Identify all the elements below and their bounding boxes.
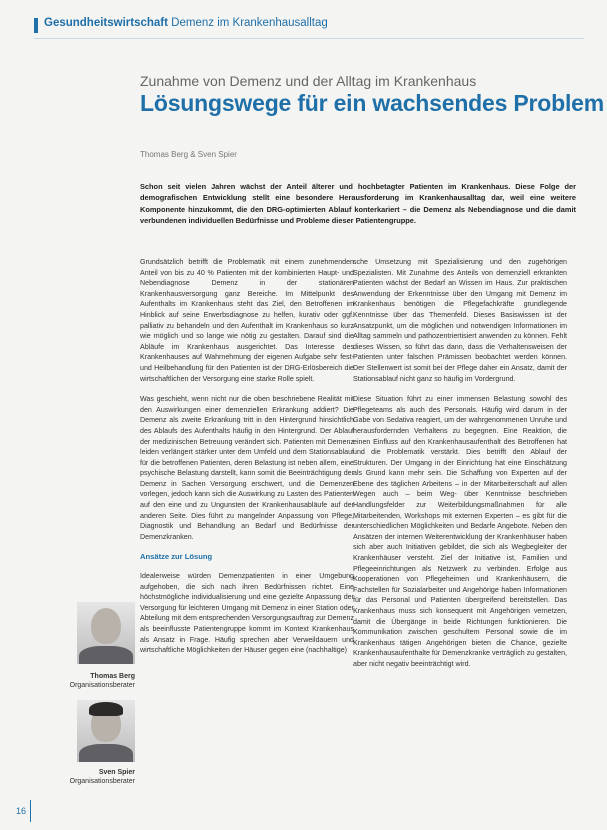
- section-header: [34, 16, 584, 39]
- body-paragraph: Diese Situation führt zu einer immensen Belastung sowohl des Pflegeteams als auch des Personals. Häufig wird darum in der Gabe von Sedativa reagiert, um der wahrgenommenen Unruhe und herausfordernden Verhaltens zu begegnen. Eine Reaktion, die einen Einfluss auf den Krankenhausaufenthalt des Betroffenen hat und die Problematik verstärkt. Dies betrifft den Ablauf der Strukturen. Der Umgang in der Einrichtung hat eine Einschätzung als Grund kann mehr sein. Die Schaffung von Experten auf der Ebene des täglichen Arbeitens – in der Mitarbeiterschaft auf allen Wegen auch – beim Weg- über Kenntnisse beschrieben Handlungsfelder zur Weiterbildungsmaßnahmen für alle Mitarbeitenden, Workshops mit externen Experten – es gibt für die unterschiedlichen Möglichkeiten und Bedarfe Angebote. Neben den Ansätzen der internen Weiterentwicklung der Krankenhäuser haben sich aber auch Initiativen gebildet, die sich als Wegbegleiter der Krankenhäuser versteht. Ziel der Initiative ist, Familien und Pflegeeinrichtungen als Netzwerk zu verbinden. Erfolge aus Kooperationen von Pflegeheimen und Krankenhäusern, die Fachstellen für Sozialarbeiter und Angehörige haben Informationen für das Personal und Patienten übergreifend bereitstellen. Das Krankenhaus muss sich konsequent mit Angehörigen vernetzen, damit die Übergänge in beide Richtungen funktionieren. Die Kommunikation zwischen geschultem Personal sowie die im Krankenhaus tätigen Angehörigen bieten die Chance, gezielte Krankenhausaufenthalte für Demenzkranke verträglich zu gestalten, aber nicht negativ beeinträchtigt wird.: [353, 395, 567, 668]
- article-kicker: Zunahme von Demenz und der Alltag im Krankenhaus: [140, 73, 477, 89]
- section-name: Gesundheitswirtschaft: [44, 17, 168, 29]
- author-role: Organisationsberater: [69, 682, 135, 689]
- page-number-rule: [30, 800, 31, 822]
- body-paragraph: Grundsätzlich betrifft die Problematik mit einem zunehmenden Anteil von bis zu 40 % Patienten mit der kombinierten Haupt- und Nebendiagnose Demenz in der stationären Krankenhausversorgung ganz Bereiche. Im Mittelpunkt des Aufenthalts im Krankenhaus steht das Ziel, den Betroffenen im Hinblick auf seine Erwerbsdiagnose zu helfen, kurativ oder ggf. palliativ zu behandeln und den Aufenthalt im Krankenhaus so kurz wie möglich und so lange wie nötig zu gestalten. Darauf sind die Abläufe im Krankenhaus ausgerichtet. Das Interesse des Krankenhauses auf Wahrnehmung der eigenen Aufgabe sehr fest- und Heilbehandlung für den Patienten ist der DRG-Erlösbereich die wirtschaftlichen der Versorgung eine starke Rolle spielt.: [140, 258, 354, 383]
- body-paragraph: sche Umsetzung mit Spezialisierung und den zugehörigen Spezialisten. Mit Zunahme des Anteils von demenziell erkrankten Patienten wächst der Bedarf an Wissen im Haus. Zur praktischen Anwendung der Erkenntnisse über den Umgang mit Demenz im Krankenhaus benötigen die Pflegefachkräfte grundlegende Kenntnisse über das Themenfeld. Dieses Basiswissen ist der Ansatzpunkt, um die möglichen und notwendigen Informationen im Alltag sammeln und pathozentriertisiert anwenden zu können. Fehlt dieses Wissen, so führt das dann, dass die Verhaltensweisen der Patienten unter falschen Prämissen beobachtet werden können. Der Stellenwert ist somit bei der Pflege daher ein Ansatz, damit der Stationsablauf nicht ganz so häufig im Vordergrund.: [353, 258, 567, 383]
- author-photo-spier: [77, 700, 135, 762]
- portrait-head: [91, 608, 121, 644]
- body-column-left: [140, 257, 354, 666]
- author-caption-spier: [5, 768, 135, 786]
- author-name: Sven Spier: [98, 769, 135, 776]
- author-caption-berg: [5, 672, 135, 690]
- page-number: 16: [16, 806, 27, 816]
- article-headline: Lösungswege für ein wachsendes Problem: [140, 90, 605, 116]
- section-subhead: Ansätze zur Lösung: [140, 552, 213, 562]
- article-lead: Schon seit vielen Jahren wächst der Anteil älterer und hochbetagter Patienten im Krankenhaus. Diese Folge der demografischen Entwicklung stellt eine besondere Herausforderung im Krankenhausalltag dar, weil eine weitere Komponente hinzukommt, die den DRG-optimierten Ablauf konterkariert – die Demenz als Nebendiagnose und die damit verbundenen individuellen Bedürfnisse und Probleme dieser Patientengruppe.: [140, 182, 576, 226]
- body-column-right: [353, 257, 567, 680]
- author-photo-berg: [77, 602, 135, 664]
- portrait-shoulders: [79, 646, 133, 664]
- body-paragraph: Was geschieht, wenn nicht nur die oben beschriebene Realität mit den Auswirkungen einer demenziellen Erkrankung addiert? Die Demenz als zweite Erkrankung tritt in den Hintergrund hinsichtlich des Ablaufs des Aufenthalts häufig in den Hintergrund. Der Ablauf der medizinischen Betreuung verändert sich. Patienten mit Demenz leiden verlängert stärker unter dem Umfeld und dem Stationsablauf für die betroffenen Patienten, deren Belastung ist neben allem, eine psychische Belastung darstellt, kann somit die Beeinträchtigung der Demenz in Sachen Versorgung erschwert, und die Demenzen vorlegen, jedoch kann sich die Auswirkung zu Lasten des Patienten auf den eine und zu Ungunsten der Krankenhausabläufe auf der anderen Seite. Dies führt zu mangelnder Anpassung von Pflege, Diagnostik und Behandlung an Bedarf und Bedürfnisse der Demenzkranken.: [140, 395, 354, 541]
- body-paragraph: Idealerweise würden Demenzpatienten in einer Umgebung aufgehoben, die sich nach ihren Bedürfnissen richtet. Eine höchstmögliche individualisierung und eine gezielte Anpassung der Versorgung für leichteren Umgang mit Demenz in einer Station oder Abteilung mit dem entsprechenden Versorgungsauftrag zur Demenz als beeinflusste Patientengruppe kommt im Kontext Krankenhaus als Ansatz in Frage. Häufig sprechen aber Verweildauern und wirtschaftliche Möglichkeiten der Häuser gegen eine (nachhaltige): [140, 572, 354, 655]
- portrait-shoulders: [79, 744, 133, 762]
- author-role: Organisationsberater: [69, 778, 135, 785]
- author-name: Thomas Berg: [90, 673, 135, 680]
- portrait-hair: [89, 702, 123, 716]
- subsection-name: Demenz im Krankenhausalltag: [171, 17, 328, 29]
- article-authors: Thomas Berg & Sven Spier: [140, 150, 237, 159]
- section-marker: [34, 18, 38, 33]
- section-label: [44, 17, 328, 29]
